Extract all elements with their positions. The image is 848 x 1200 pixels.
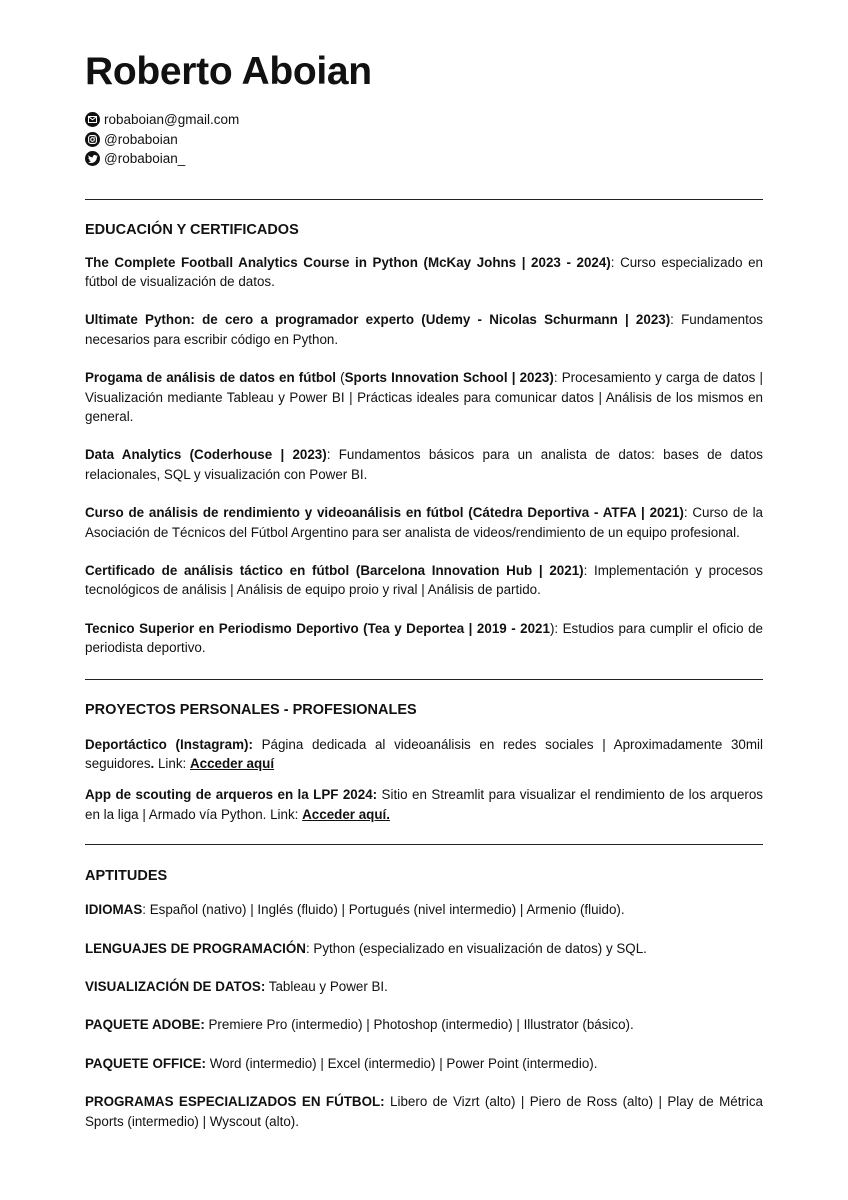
- skill-item: IDIOMAS: Español (nativo) | Inglés (fluido) | Portugués (nivel intermedio) | Armenio (fluido).: [85, 902, 625, 918]
- education-item: Progama de análisis de datos en fútbol (Sports Innovation School | 2023): Procesamiento y carga de datos | Visualización mediante Tableau y Power BI | Prácticas ideales para comunicar datos | Análisis de los mismos en general.: [85, 370, 763, 424]
- skill-item: PROGRAMAS ESPECIALIZADOS EN FÚTBOL: Libero de Vizrt (alto) | Piero de Ross (alto) | Play de Métrica Sports (intermedio) | Wyscout (alto).: [85, 1094, 764, 1129]
- contact-list: [85, 110, 763, 169]
- instagram-icon: [85, 132, 100, 147]
- education-item: Tecnico Superior en Periodismo Deportivo (Tea y Deportea | 2019 - 2021): Estudios para cumplir el oficio de periodista deportivo.: [85, 620, 763, 656]
- projects-section-title: PROYECTOS PERSONALES - PROFESIONALES: [85, 701, 417, 718]
- resume-page: [85, 50, 763, 1131]
- candidate-name: Roberto Aboian: [85, 50, 372, 93]
- skill-item: PAQUETE ADOBE: Premiere Pro (intermedio) | Photoshop (intermedio) | Illustrator (básico).: [85, 1017, 634, 1033]
- deportactico-link[interactable]: Acceder aquí: [189, 756, 275, 771]
- education-section-title: EDUCACIÓN Y CERTIFICADOS: [85, 221, 299, 238]
- contact-instagram-text: @robaboian: [104, 131, 178, 147]
- skills-section-title: APTITUDES: [85, 868, 168, 885]
- education-item: Curso de análisis de rendimiento y videoanálisis en fútbol (Cátedra Deportiva - ATFA | 2021): Curso de la Asociación de Técnicos del Fútbol Argentino para ser analista de videos/rendimiento de un equipo profesional.: [85, 505, 763, 540]
- contact-instagram[interactable]: [85, 130, 763, 150]
- contact-email[interactable]: [85, 110, 763, 130]
- twitter-icon: [85, 151, 100, 166]
- contact-email-text: robaboian@gmail.com: [104, 112, 240, 128]
- scouting-app-link[interactable]: Acceder aquí.: [302, 806, 390, 822]
- contact-twitter[interactable]: [85, 149, 763, 169]
- education-item: Data Analytics (Coderhouse | 2023): Fundamentos básicos para un analista de datos: bases de datos relacionales, SQL y visualización con Power BI.: [85, 447, 763, 482]
- contact-twitter-text: @robaboian_: [104, 151, 186, 167]
- education-item: Certificado de análisis táctico en fútbol (Barcelona Innovation Hub | 2021): Implementación y procesos tecnológicos de análisis | Análisis de equipo proio y rival | Análisis de partido.: [85, 562, 764, 598]
- project-item: Deportáctico (Instagram): Página dedicada al videoanálisis en redes sociales | Aproximadamente 30mil seguidores. Link: Acceder aquí: [85, 736, 763, 771]
- divider: [85, 199, 763, 200]
- divider: [85, 844, 763, 845]
- divider: [85, 679, 763, 680]
- mail-icon: [85, 112, 100, 127]
- education-item: Ultimate Python: de cero a programador experto (Udemy - Nicolas Schurmann | 2023): Fundamentos necesarios para escribir código en Python.: [85, 312, 763, 347]
- education-item: The Complete Football Analytics Course in Python (McKay Johns | 2023 - 2024): Curso especializado en fútbol de visualización de datos.: [85, 254, 764, 289]
- skill-item: PAQUETE OFFICE: Word (intermedio) | Excel (intermedio) | Power Point (intermedio).: [85, 1055, 598, 1071]
- skill-item: LENGUAJES DE PROGRAMACIÓN: Python (especializado en visualización de datos) y SQL.: [85, 940, 647, 956]
- skill-item: VISUALIZACIÓN DE DATOS: Tableau y Power BI.: [85, 979, 388, 995]
- project-item: App de scouting de arqueros en la LPF 2024: Sitio en Streamlit para visualizar el rendimiento de los arqueros en la liga | Armado vía Python. Link: Acceder aquí.: [85, 787, 763, 822]
